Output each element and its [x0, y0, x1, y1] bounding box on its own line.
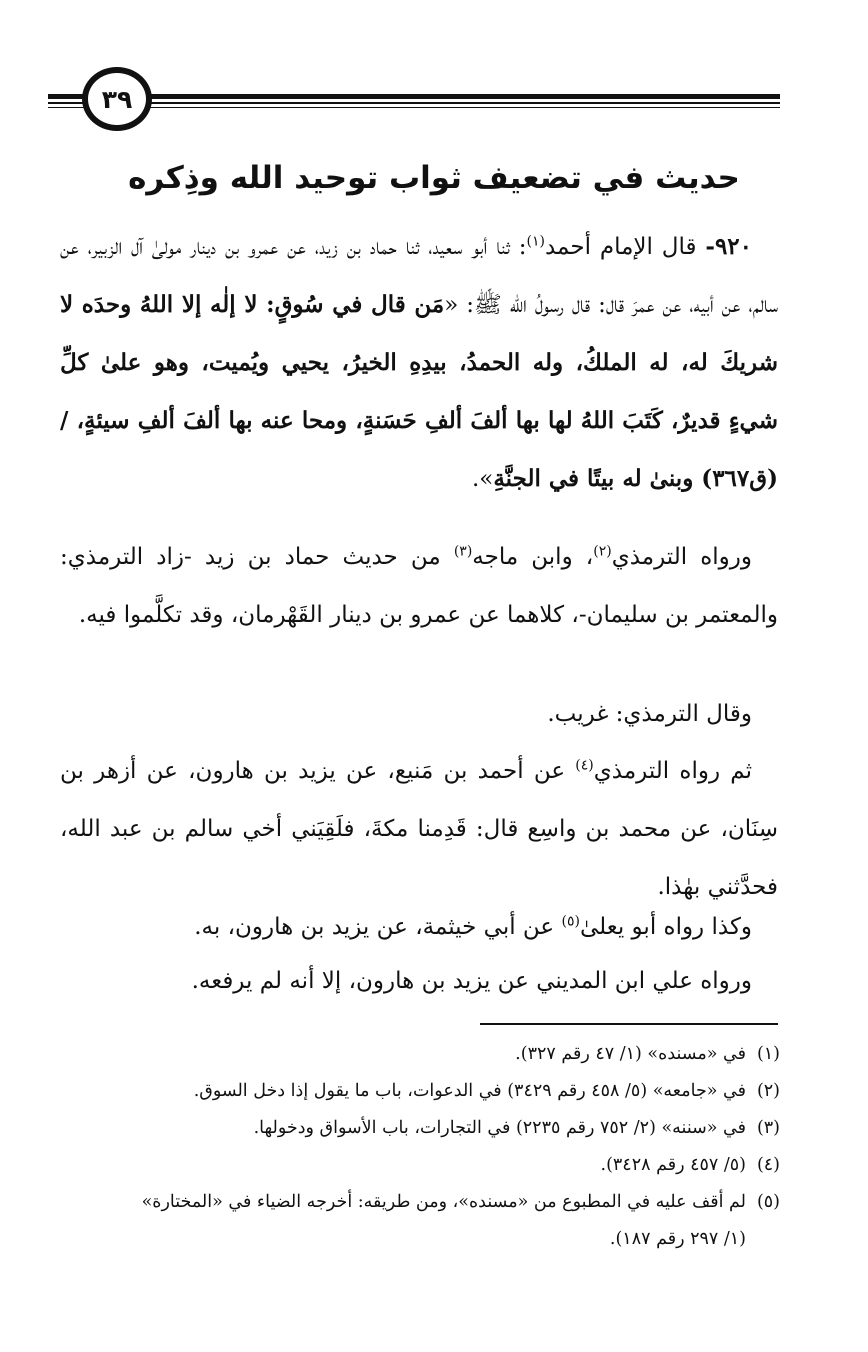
paragraph-tirmidhi-second-route — [60, 742, 778, 916]
hadith-number: ٩٢٠- — [705, 233, 753, 260]
footnote-2 — [48, 1073, 780, 1110]
footnote-text: في «جامعه» (٥/ ٤٥٨ رقم ٣٤٢٩) في الدعوات، باب ما يقول إذا دخل السوق. — [193, 1081, 746, 1101]
paragraph-ibn-al-madini — [60, 952, 778, 1010]
footnote-5 — [48, 1184, 780, 1221]
footnote-text: (٥/ ٤٥٧ رقم ٣٤٢٨). — [600, 1155, 746, 1175]
footnotes — [48, 1036, 780, 1258]
paragraph-text: ، وابن ماجه — [472, 544, 594, 570]
paragraph-text: من حديث حماد بن زيد -زاد الترمذي: والمعتمر بن سليمان-، كلاهما عن عمرو بن دينار القَهْرمان، وقد تكلَّموا فيه. — [60, 544, 778, 628]
footnote-number: (٥) — [756, 1192, 780, 1212]
paragraph-text: وكذا رواه أبو يعلىٰ — [579, 914, 752, 940]
hadith-chain: : ثنا أبو سعيد، ثنا حماد بن زيد، عن عمرو بن دينار مولىٰ آل الزبير، عن سالم، عن أبيه، عن عمرَ قال: قال رسولُ الله ﷺ: « — [60, 234, 778, 318]
page-number-circle — [82, 67, 152, 131]
paragraph-text: ورواه علي ابن المديني عن يزيد بن هارون، إلا أنه لم يرفعه. — [191, 968, 752, 994]
hadith-text: مَن قال في سُوقٍ: لا إلٰه إلا اللهُ وحدَه لا شريكَ له، له الملكُ، وله الحمدُ، بيدِهِ الخيرُ، يحيي ويُميت، وهو علىٰ كلِّ شيءٍ قديرٌ، كَتَبَ اللهُ لها بها ألفَ ألفِ حَسَنةٍ، ومحا عنه بها ألفَ ألفِ سيئةٍ، / (ق٣٦٧) وبنىٰ له بيتًا في الجنَّةِ — [60, 291, 778, 492]
header-rule — [48, 94, 780, 99]
page-number: ٣٩ — [101, 84, 133, 114]
footnote-number: (٢) — [756, 1081, 780, 1101]
footnote-1 — [48, 1036, 780, 1073]
paragraph-tirmidhi-ibn-majah — [60, 528, 778, 644]
paragraph-abu-yala — [60, 898, 778, 956]
footnote-ref: (١) — [526, 233, 545, 250]
hadith-close: ». — [471, 466, 494, 492]
footnote-3 — [48, 1110, 780, 1147]
footnote-text: (١/ ٢٩٧ رقم ١٨٧). — [609, 1229, 746, 1249]
footnote-number: (١) — [756, 1044, 780, 1064]
paragraph-text: عن أحمد بن مَنيع، عن يزيد بن هارون، عن أزهر بن سِنَان، عن محمد بن واسِع قال: قَدِمنا مكةَ، فلَقِيَني أخي سالم بن عبد الله، فحدَّثني بهٰذا. — [60, 758, 778, 900]
footnote-4 — [48, 1147, 780, 1184]
paragraph-text: ثم رواه الترمذي — [593, 758, 752, 784]
footnote-ref: (٣) — [453, 543, 473, 560]
footnote-5-continuation — [48, 1221, 780, 1258]
footnote-ref: (٢) — [593, 543, 612, 560]
paragraph-text: عن أبي خيثمة، عن يزيد بن هارون، به. — [194, 914, 562, 940]
paragraph-tirmidhi-gharib — [60, 685, 778, 743]
footnote-text: في «سننه» (٢/ ٧٥٢ رقم ٢٢٣٥) في التجارات، باب الأسواق ودخولها. — [253, 1118, 746, 1138]
footnote-number: (٣) — [756, 1118, 780, 1138]
hadith-paragraph — [60, 218, 778, 508]
section-title: حديث في تضعيف ثواب توحيد الله وذِكره — [128, 160, 740, 196]
footnote-separator — [480, 1023, 778, 1025]
footnote-number: (٤) — [756, 1155, 780, 1175]
footnote-text: في «مسنده» (١/ ٤٧ رقم ٣٢٧). — [515, 1044, 746, 1064]
paragraph-text: ورواه الترمذي — [611, 544, 752, 570]
hadith-intro: قال الإمام أحمد — [544, 234, 697, 260]
header-rule — [48, 102, 780, 104]
header-rule — [48, 107, 780, 108]
footnote-text: لم أقف عليه في المطبوع من «مسنده»، ومن طريقه: أخرجه الضياء في «المختارة» — [141, 1192, 746, 1212]
paragraph-text: وقال الترمذي: غريب. — [547, 701, 752, 727]
footnote-ref: (٥) — [561, 913, 580, 930]
footnote-ref: (٤) — [575, 757, 594, 774]
